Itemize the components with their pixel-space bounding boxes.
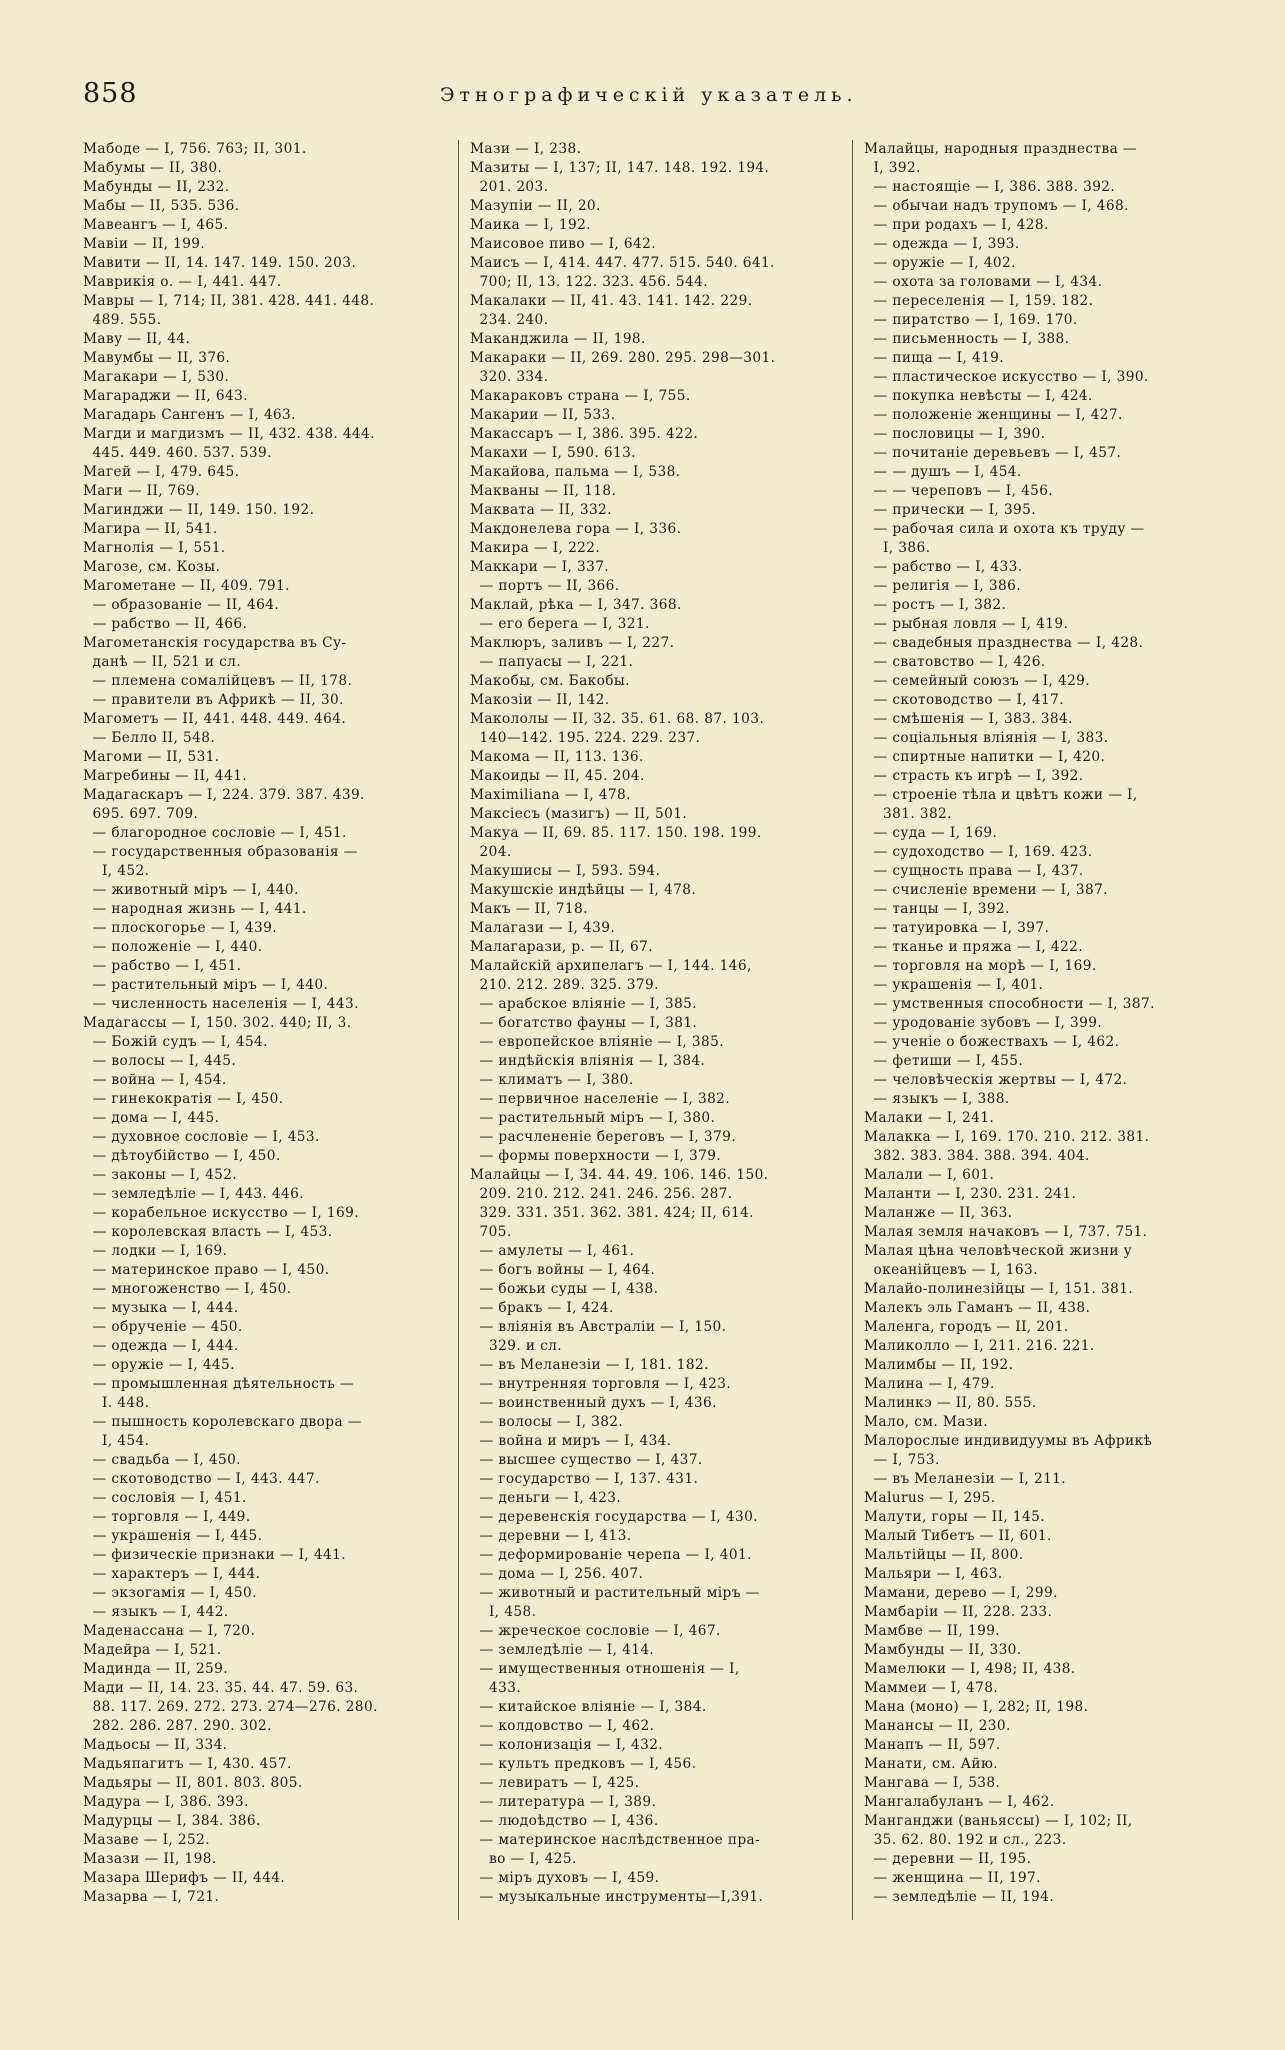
- index-entry: — волосы — I, 382.: [470, 1414, 624, 1430]
- index-entry: — растительный міръ — I, 380.: [470, 1110, 716, 1126]
- index-entry: 445. 449. 460. 537. 539.: [83, 445, 272, 461]
- index-entry: Макушисы — I, 593. 594.: [470, 863, 661, 879]
- index-entry: Малинкэ — II, 80. 555.: [864, 1395, 1037, 1411]
- index-entry: Мазара Шерифъ — II, 444.: [83, 1870, 286, 1886]
- index-entry: Магозе, см. Козы.: [83, 559, 221, 575]
- index-entry: — литература — I, 389.: [470, 1794, 657, 1810]
- index-entry: Малайцы — I, 34. 44. 49. 106. 146. 150.: [470, 1167, 769, 1183]
- index-entry: — формы поверхности — I, 379.: [470, 1148, 722, 1164]
- index-entry: — государство — I, 137. 431.: [470, 1471, 699, 1487]
- index-entry: — сватовство — I, 426.: [864, 654, 1046, 670]
- index-entry: — языкъ — I, 442.: [83, 1604, 229, 1620]
- index-entry: Мадьяры — II, 801. 803. 805.: [83, 1775, 303, 1791]
- index-entry: — прически — I, 395.: [864, 502, 1037, 518]
- index-entry: Малорослые индивидуумы въ Африкѣ: [864, 1433, 1153, 1449]
- index-entry: Малекъ эль Гаманъ — II, 438.: [864, 1300, 1091, 1316]
- index-entry: Мабы — II, 535. 536.: [83, 198, 240, 214]
- index-entry: Малали — I, 601.: [864, 1167, 995, 1183]
- index-entry: — украшенія — I, 445.: [83, 1528, 263, 1544]
- index-entry: — внутренняя торговля — I, 423.: [470, 1376, 732, 1392]
- index-entry: — письменность — I, 388.: [864, 331, 1070, 347]
- index-entry: Манансы — II, 230.: [864, 1718, 1011, 1734]
- index-entry: Маврикія о. — I, 441. 447.: [83, 274, 282, 290]
- index-entry: Малути, горы — II, 145.: [864, 1509, 1045, 1525]
- index-entry: — народная жизнь — I, 441.: [83, 901, 307, 917]
- index-entry: Мазупіи — II, 20.: [470, 198, 601, 214]
- index-entry: Мавры — I, 714; II, 381. 428. 441. 448.: [83, 293, 375, 309]
- index-entry: — портъ — II, 366.: [470, 578, 620, 594]
- index-entry: Макахи — I, 590. 613.: [470, 445, 636, 461]
- index-entry: — лодки — I, 169.: [83, 1243, 228, 1259]
- index-entry: Маликолло — I, 211. 216. 221.: [864, 1338, 1095, 1354]
- index-entry: Мальтійцы — II, 800.: [864, 1547, 1024, 1563]
- index-entry: — жреческое сословіе — I, 467.: [470, 1623, 721, 1639]
- index-entry: — воинственный духъ — I, 436.: [470, 1395, 717, 1411]
- index-entry: — рабство — I, 433.: [864, 559, 1023, 575]
- index-entry: — пословицы — I, 390.: [864, 426, 1046, 442]
- index-entry: — богъ войны — I, 464.: [470, 1262, 656, 1278]
- index-entry: — скотоводство — I, 417.: [864, 692, 1064, 708]
- index-entry: Мальяри — I, 463.: [864, 1566, 1003, 1582]
- index-entry: — оружіе — I, 445.: [83, 1357, 235, 1373]
- index-entry: Маланти — I, 230. 231. 241.: [864, 1186, 1077, 1202]
- index-entry: Макалаки — II, 41. 43. 141. 142. 229.: [470, 293, 753, 309]
- index-entry: Мангава — I, 538.: [864, 1775, 1001, 1791]
- index-entry: Маика — I, 192.: [470, 217, 591, 233]
- index-entry: — рабство — II, 466.: [83, 616, 248, 632]
- index-entry: — страсть къ игрѣ — I, 392.: [864, 768, 1084, 784]
- column-divider: [852, 140, 853, 1920]
- index-entry: Мадьяпагитъ — I, 430. 457.: [83, 1756, 292, 1772]
- index-entry: — корабельное искусство — I, 169.: [83, 1205, 359, 1221]
- index-entry: Макассаръ — I, 386. 395. 422.: [470, 426, 699, 442]
- index-entry: Макайова, пальма — I, 538.: [470, 464, 681, 480]
- index-entry: I, 452.: [83, 863, 150, 879]
- index-entry: — сущность права — I, 437.: [864, 863, 1084, 879]
- index-entry: — расчлененіе береговъ — I, 379.: [470, 1129, 736, 1145]
- index-entry: Магакари — I, 530.: [83, 369, 230, 385]
- index-entry: — климатъ — I, 380.: [470, 1072, 634, 1088]
- index-entry: Мадура — I, 386. 393.: [83, 1794, 249, 1810]
- index-entry: во — I, 425.: [470, 1851, 577, 1867]
- index-entry: — религія — I, 386.: [864, 578, 1021, 594]
- index-entry: Макома — II, 113. 136.: [470, 749, 644, 765]
- index-entry: — танцы — I, 392.: [864, 901, 1010, 917]
- index-entry: — деревни — I, 413.: [470, 1528, 632, 1544]
- index-entry: — колонизація — I, 432.: [470, 1737, 664, 1753]
- index-entry: Маклай, рѣка — I, 347. 368.: [470, 597, 682, 613]
- index-entry: Малаки — I, 241.: [864, 1110, 995, 1126]
- index-entry: Магометанскія государства въ Су-: [83, 635, 347, 651]
- index-entry: — земледѣліе — II, 194.: [864, 1889, 1054, 1905]
- index-entry: — культъ предковъ — I, 456.: [470, 1756, 697, 1772]
- index-entry: — материнское наслѣдственное пра-: [470, 1832, 761, 1848]
- index-entry: — свадьба — I, 450.: [83, 1452, 241, 1468]
- index-entry: Макваны — II, 118.: [470, 483, 617, 499]
- index-entry: — племена сомалійцевъ — II, 178.: [83, 673, 353, 689]
- index-entry: Malurus — I, 295.: [864, 1490, 996, 1506]
- index-entry: — умственныя способности — I, 387.: [864, 996, 1155, 1012]
- index-entry: — I, 753.: [864, 1452, 940, 1468]
- index-entry: Манати, см. Айю.: [864, 1756, 999, 1772]
- index-entry: — экзогамія — I, 450.: [83, 1585, 257, 1601]
- index-entry: Мамбве — II, 199.: [864, 1623, 1001, 1639]
- index-entry: — одежда — I, 393.: [864, 236, 1020, 252]
- index-entry: данѣ — II, 521 и сл.: [83, 654, 242, 670]
- index-entry: — обрученіе — 450.: [83, 1319, 243, 1335]
- index-entry: 209. 210. 212. 241. 246. 256. 287.: [470, 1186, 733, 1202]
- index-entry: Макдонелева гора — I, 336.: [470, 521, 682, 537]
- index-entry: — государственныя образованія —: [83, 844, 358, 860]
- index-entry: — материнское право — I, 450.: [83, 1262, 330, 1278]
- index-entry: — ученіе о божествахъ — I, 462.: [864, 1034, 1120, 1050]
- index-entry: Макараковъ страна — I, 755.: [470, 388, 691, 404]
- index-entry: Маммеи — I, 478.: [864, 1680, 999, 1696]
- index-entry: — папуасы — I, 221.: [470, 654, 634, 670]
- index-entry: — въ Меланезіи — I, 211.: [864, 1471, 1067, 1487]
- index-entry: — божьи суды — I, 438.: [470, 1281, 659, 1297]
- index-entry: Мадинда — II, 259.: [83, 1661, 229, 1677]
- index-entry: Магребины — II, 441.: [83, 768, 247, 784]
- index-entry: — торговля — I, 449.: [83, 1509, 251, 1525]
- index-entry: — пышность королевскаго двора —: [83, 1414, 362, 1430]
- index-entry: — дома — I, 256. 407.: [470, 1566, 644, 1582]
- index-entry: Маисовое пиво — I, 642.: [470, 236, 656, 252]
- index-entry: 204.: [470, 844, 512, 860]
- index-entry: — высшее существо — I, 437.: [470, 1452, 703, 1468]
- index-entry: — обычаи надъ трупомъ — I, 468.: [864, 198, 1129, 214]
- index-entry: Малая земля начаковъ — I, 737. 751.: [864, 1224, 1148, 1240]
- index-entry: Мамбаріи — II, 228. 233.: [864, 1604, 1053, 1620]
- index-entry: — война и миръ — I, 434.: [470, 1433, 672, 1449]
- index-entry: Магометане — II, 409. 791.: [83, 578, 290, 594]
- index-entry: Маланже — II, 363.: [864, 1205, 1013, 1221]
- index-column-1: [83, 140, 453, 1907]
- index-entry: Малая цѣна человѣческой жизни у: [864, 1243, 1133, 1259]
- index-entry: — Божій судъ — I, 454.: [83, 1034, 268, 1050]
- index-entry: 329. и сл.: [470, 1338, 563, 1354]
- index-entry: — индѣйскія вліянія — I, 384.: [470, 1053, 706, 1069]
- index-entry: Мангалабуланъ — I, 462.: [864, 1794, 1055, 1810]
- page-title: Этнографическій указатель.: [440, 84, 858, 106]
- index-entry: 433.: [470, 1680, 522, 1696]
- index-entry: Макололы — II, 32. 35. 61. 68. 87. 103.: [470, 711, 765, 727]
- index-entry: — деревни — II, 195.: [864, 1851, 1032, 1867]
- index-entry: — европейское вліяніе — I, 385.: [470, 1034, 724, 1050]
- index-entry: — положеніе — I, 440.: [83, 939, 263, 955]
- index-entry: — духовное сословіе — I, 453.: [83, 1129, 320, 1145]
- index-entry: — оружіе — I, 402.: [864, 255, 1016, 271]
- index-entry: — покупка невѣсты — I, 424.: [864, 388, 1093, 404]
- index-entry: Мазаве — I, 252.: [83, 1832, 210, 1848]
- index-entry: Макоиды — II, 45. 204.: [470, 768, 645, 784]
- index-entry: — уродованіе зубовъ — I, 399.: [864, 1015, 1103, 1031]
- index-entry: — — череповъ — I, 456.: [864, 483, 1054, 499]
- index-entry: — скотоводство — I, 443. 447.: [83, 1471, 320, 1487]
- index-entry: — образованіе — II, 464.: [83, 597, 280, 613]
- index-entry: океанійцевъ — I, 163.: [864, 1262, 1038, 1278]
- index-entry: — почитаніе деревьевъ — I, 457.: [864, 445, 1122, 461]
- index-entry: Маги — II, 769.: [83, 483, 200, 499]
- index-entry: Маквата — II, 332.: [470, 502, 612, 518]
- index-entry: — его берега — I, 321.: [470, 616, 650, 632]
- index-entry: — рыбная ловля — I, 419.: [864, 616, 1069, 632]
- index-entry: Малагарази, р. — II, 67.: [470, 939, 653, 955]
- index-entry: — настоящіе — I, 386. 388. 392.: [864, 179, 1116, 195]
- index-column-2: [470, 140, 840, 1907]
- index-entry: — первичное населеніе — I, 382.: [470, 1091, 731, 1107]
- index-entry: — левиратъ — I, 425.: [470, 1775, 640, 1791]
- index-entry: — фетиши — I, 455.: [864, 1053, 1024, 1069]
- index-entry: — охота за головами — I, 434.: [864, 274, 1103, 290]
- index-entry: Макъ — II, 718.: [470, 901, 588, 917]
- index-entry: Макушскіе индѣйцы — I, 478.: [470, 882, 697, 898]
- index-entry: — сословія — I, 451.: [83, 1490, 247, 1506]
- index-entry: — строеніе тѣла и цвѣтъ кожи — I,: [864, 787, 1138, 803]
- index-entry: Мало, см. Мази.: [864, 1414, 988, 1430]
- index-entry: — бракъ — I, 424.: [470, 1300, 614, 1316]
- index-entry: — характеръ — I, 444.: [83, 1566, 261, 1582]
- index-entry: — одежда — I, 444.: [83, 1338, 239, 1354]
- index-entry: — спиртные напитки — I, 420.: [864, 749, 1106, 765]
- index-entry: — правители въ Африкѣ — II, 30.: [83, 692, 344, 708]
- index-entry: — благородное сословіе — I, 451.: [83, 825, 347, 841]
- index-entry: Маисъ — I, 414. 447. 477. 515. 540. 641.: [470, 255, 775, 271]
- index-entry: Маву — II, 44.: [83, 331, 191, 347]
- index-entry: — деформированіе черепа — I, 401.: [470, 1547, 752, 1563]
- index-entry: Малайскій архипелагъ — I, 144. 146,: [470, 958, 752, 974]
- index-entry: 88. 117. 269. 272. 273. 274—276. 280.: [83, 1699, 378, 1715]
- index-entry: — переселенія — I, 159. 182.: [864, 293, 1094, 309]
- index-entry: — тканье и пряжа — I, 422.: [864, 939, 1083, 955]
- index-entry: — свадебныя празднества — I, 428.: [864, 635, 1144, 651]
- index-entry: Магира — II, 541.: [83, 521, 218, 537]
- index-entry: Мавумбы — II, 376.: [83, 350, 231, 366]
- index-entry: Магей — I, 479. 645.: [83, 464, 240, 480]
- index-entry: 282. 286. 287. 290. 302.: [83, 1718, 272, 1734]
- index-entry: Магди и магдизмъ — II, 432. 438. 444.: [83, 426, 375, 442]
- index-entry: — амулеты — I, 461.: [470, 1243, 635, 1259]
- index-entry: — растительный міръ — I, 440.: [83, 977, 329, 993]
- index-entry: — дома — I, 445.: [83, 1110, 220, 1126]
- page-number: 858: [83, 78, 138, 109]
- index-entry: — счисленіе времени — I, 387.: [864, 882, 1108, 898]
- index-entry: — законы — I, 452.: [83, 1167, 238, 1183]
- index-entry: Мази — I, 238.: [470, 141, 582, 157]
- index-entry: Магоми — II, 531.: [83, 749, 220, 765]
- index-entry: Малина — I, 479.: [864, 1376, 995, 1392]
- index-entry: — соціальныя вліянія — I, 383.: [864, 730, 1109, 746]
- index-entry: — — душъ — I, 454.: [864, 464, 1022, 480]
- index-entry: Маканджила — II, 198.: [470, 331, 646, 347]
- index-entry: I, 454.: [83, 1433, 150, 1449]
- index-entry: — гинекократія — I, 450.: [83, 1091, 284, 1107]
- index-entry: 329. 331. 351. 362. 381. 424; II, 614.: [470, 1205, 754, 1221]
- index-entry: Малимбы — II, 192.: [864, 1357, 1014, 1373]
- index-entry: I, 458.: [470, 1604, 537, 1620]
- index-entry: 234. 240.: [470, 312, 549, 328]
- index-entry: — колдовство — I, 462.: [470, 1718, 655, 1734]
- index-entry: Мавити — II, 14. 147. 149. 150. 203.: [83, 255, 357, 271]
- index-entry: Магометъ — II, 441. 448. 449. 464.: [83, 711, 347, 727]
- index-entry: — положеніе женщины — I, 427.: [864, 407, 1123, 423]
- index-entry: — татуировка — I, 397.: [864, 920, 1050, 936]
- index-entry: — языкъ — I, 388.: [864, 1091, 1010, 1107]
- index-entry: Маккари — I, 337.: [470, 559, 610, 575]
- index-entry: I, 392.: [864, 160, 921, 176]
- index-entry: 201. 203.: [470, 179, 549, 195]
- index-entry: — многоженство — I, 450.: [83, 1281, 292, 1297]
- index-entry: Мадагассы — I, 150. 302. 440; II, 3.: [83, 1015, 352, 1031]
- index-entry: — численность населенія — I, 443.: [83, 996, 359, 1012]
- index-entry: — земледѣліе — I, 443. 446.: [83, 1186, 305, 1202]
- index-column-3: [864, 140, 1234, 1907]
- index-entry: Маденассана — I, 720.: [83, 1623, 256, 1639]
- index-entry: Мазарва — I, 721.: [83, 1889, 220, 1905]
- index-entry: Макараки — II, 269. 280. 295. 298—301.: [470, 350, 776, 366]
- index-entry: Мадагаскаръ — I, 224. 379. 387. 439.: [83, 787, 365, 803]
- index-entry: Максіесъ (мазигъ) — II, 501.: [470, 806, 688, 822]
- index-entry: 705.: [470, 1224, 512, 1240]
- index-entry: 140—142. 195. 224. 229. 237.: [470, 730, 701, 746]
- index-entry: Мадьосы — II, 334.: [83, 1737, 228, 1753]
- index-entry: Магадарь Сангенъ — I, 463.: [83, 407, 296, 423]
- index-entry: 381. 382.: [864, 806, 952, 822]
- index-entry: — животный міръ — I, 440.: [83, 882, 299, 898]
- index-entry: — война — I, 454.: [83, 1072, 227, 1088]
- index-entry: Малайцы, народныя празднества —: [864, 141, 1137, 157]
- index-entry: — плоскогорье — I, 439.: [83, 920, 277, 936]
- index-entry: — людоѣдство — I, 436.: [470, 1813, 659, 1829]
- index-entry: Мавіи — II, 199.: [83, 236, 206, 252]
- index-entry: Мазази — II, 198.: [83, 1851, 217, 1867]
- index-entry: Макира — I, 222.: [470, 540, 601, 556]
- index-entry: 695. 697. 709.: [83, 806, 199, 822]
- index-entry: — имущественныя отношенія — I,: [470, 1661, 740, 1677]
- index-entry: — деньги — I, 423.: [470, 1490, 622, 1506]
- index-entry: — при родахъ — I, 428.: [864, 217, 1049, 233]
- index-entry: — украшенія — I, 401.: [864, 977, 1044, 993]
- index-entry: — вліянія въ Австраліи — I, 150.: [470, 1319, 727, 1335]
- index-entry: — китайское вліяніе — I, 384.: [470, 1699, 707, 1715]
- index-entry: Мабоде — I, 756. 763; II, 301.: [83, 141, 307, 157]
- index-entry: — промышленная дѣятельность —: [83, 1376, 354, 1392]
- index-entry: — деревенскія государства — I, 430.: [470, 1509, 759, 1525]
- index-entry: — волосы — I, 445.: [83, 1053, 237, 1069]
- index-entry: — физическіе признаки — I, 441.: [83, 1547, 346, 1563]
- index-entry: Мана (моно) — I, 282; II, 198.: [864, 1699, 1089, 1715]
- index-entry: Макозіи — II, 142.: [470, 692, 610, 708]
- index-entry: — Белло II, 548.: [83, 730, 216, 746]
- index-entry: — арабское вліяніе — I, 385.: [470, 996, 697, 1012]
- index-entry: — женщина — II, 197.: [864, 1870, 1041, 1886]
- index-entry: — смѣшенія — I, 383. 384.: [864, 711, 1073, 727]
- index-entry: — дѣтоубійство — I, 450.: [83, 1148, 281, 1164]
- index-entry: — пластическое искусство — I, 390.: [864, 369, 1149, 385]
- index-entry: — богатство фауны — I, 381.: [470, 1015, 698, 1031]
- index-entry: Магараджи — II, 643.: [83, 388, 248, 404]
- index-entry: 210. 212. 289. 325. 379.: [470, 977, 659, 993]
- index-entry: Мади — II, 14. 23. 35. 44. 47. 59. 63.: [83, 1680, 359, 1696]
- index-entry: Макарии — II, 533.: [470, 407, 616, 423]
- index-entry: 489. 555.: [83, 312, 162, 328]
- index-entry: — животный и растительный міръ —: [470, 1585, 760, 1601]
- index-entry: I, 386.: [864, 540, 931, 556]
- index-entry: — торговля на морѣ — I, 169.: [864, 958, 1097, 974]
- index-entry: — ростъ — I, 382.: [864, 597, 1007, 613]
- index-entry: Магинджи — II, 149. 150. 192.: [83, 502, 315, 518]
- index-entry: Малайо-полинезійцы — I, 151. 381.: [864, 1281, 1134, 1297]
- index-entry: Маклюръ, заливъ — I, 227.: [470, 635, 675, 651]
- index-entry: Мабумы — II, 380.: [83, 160, 223, 176]
- index-entry: — человѣческія жертвы — I, 472.: [864, 1072, 1128, 1088]
- index-entry: — королевская власть — I, 453.: [83, 1224, 333, 1240]
- index-entry: Макуа — II, 69. 85. 117. 150. 198. 199.: [470, 825, 762, 841]
- index-entry: Мавеангъ — I, 465.: [83, 217, 229, 233]
- index-entry: Манапъ — II, 597.: [864, 1737, 1001, 1753]
- index-entry: 700; II, 13. 122. 323. 456. 544.: [470, 274, 708, 290]
- index-entry: Мабунды — II, 232.: [83, 179, 230, 195]
- index-entry: Мадейра — I, 521.: [83, 1642, 222, 1658]
- index-entry: Малакка — I, 169. 170. 210. 212. 381.: [864, 1129, 1150, 1145]
- index-entry: Манганджи (ваньяссы) — I, 102; II,: [864, 1813, 1133, 1829]
- index-entry: — рабочая сила и охота къ труду —: [864, 521, 1145, 537]
- index-entry: — въ Меланезіи — I, 181. 182.: [470, 1357, 709, 1373]
- index-entry: Мамелюки — I, 498; II, 438.: [864, 1661, 1076, 1677]
- index-entry: Мамбунды — II, 330.: [864, 1642, 1022, 1658]
- index-entry: 320. 334.: [470, 369, 549, 385]
- index-entry: Магнолія — I, 551.: [83, 540, 226, 556]
- index-entry: — судоходство — I, 169. 423.: [864, 844, 1093, 860]
- index-entry: — музыкальные инструменты—I,391.: [470, 1889, 764, 1905]
- index-entry: — пиратство — I, 169. 170.: [864, 312, 1078, 328]
- index-entry: — суда — I, 169.: [864, 825, 998, 841]
- index-entry: Мадурцы — I, 384. 386.: [83, 1813, 261, 1829]
- column-divider: [458, 140, 459, 1920]
- index-entry: — семейный союзъ — I, 429.: [864, 673, 1091, 689]
- index-entry: Maximiliana — I, 478.: [470, 787, 631, 803]
- index-entry: I. 448.: [83, 1395, 150, 1411]
- index-entry: Мазиты — I, 137; II, 147. 148. 192. 194.: [470, 160, 770, 176]
- index-entry: — музыка — I, 444.: [83, 1300, 239, 1316]
- index-entry: 35. 62. 80. 192 и сл., 223.: [864, 1832, 1067, 1848]
- index-entry: 382. 383. 384. 388. 394. 404.: [864, 1148, 1090, 1164]
- index-entry: — міръ духовъ — I, 459.: [470, 1870, 660, 1886]
- index-entry: — земледѣліе — I, 414.: [470, 1642, 655, 1658]
- index-entry: Малагази — I, 439.: [470, 920, 616, 936]
- index-entry: Малый Тибетъ — II, 601.: [864, 1528, 1052, 1544]
- index-entry: Макобы, см. Бакобы.: [470, 673, 630, 689]
- index-entry: Маленга, городъ — II, 201.: [864, 1319, 1069, 1335]
- index-entry: Мамани, дерево — I, 299.: [864, 1585, 1058, 1601]
- index-entry: — рабство — I, 451.: [83, 958, 242, 974]
- index-entry: — пища — I, 419.: [864, 350, 1005, 366]
